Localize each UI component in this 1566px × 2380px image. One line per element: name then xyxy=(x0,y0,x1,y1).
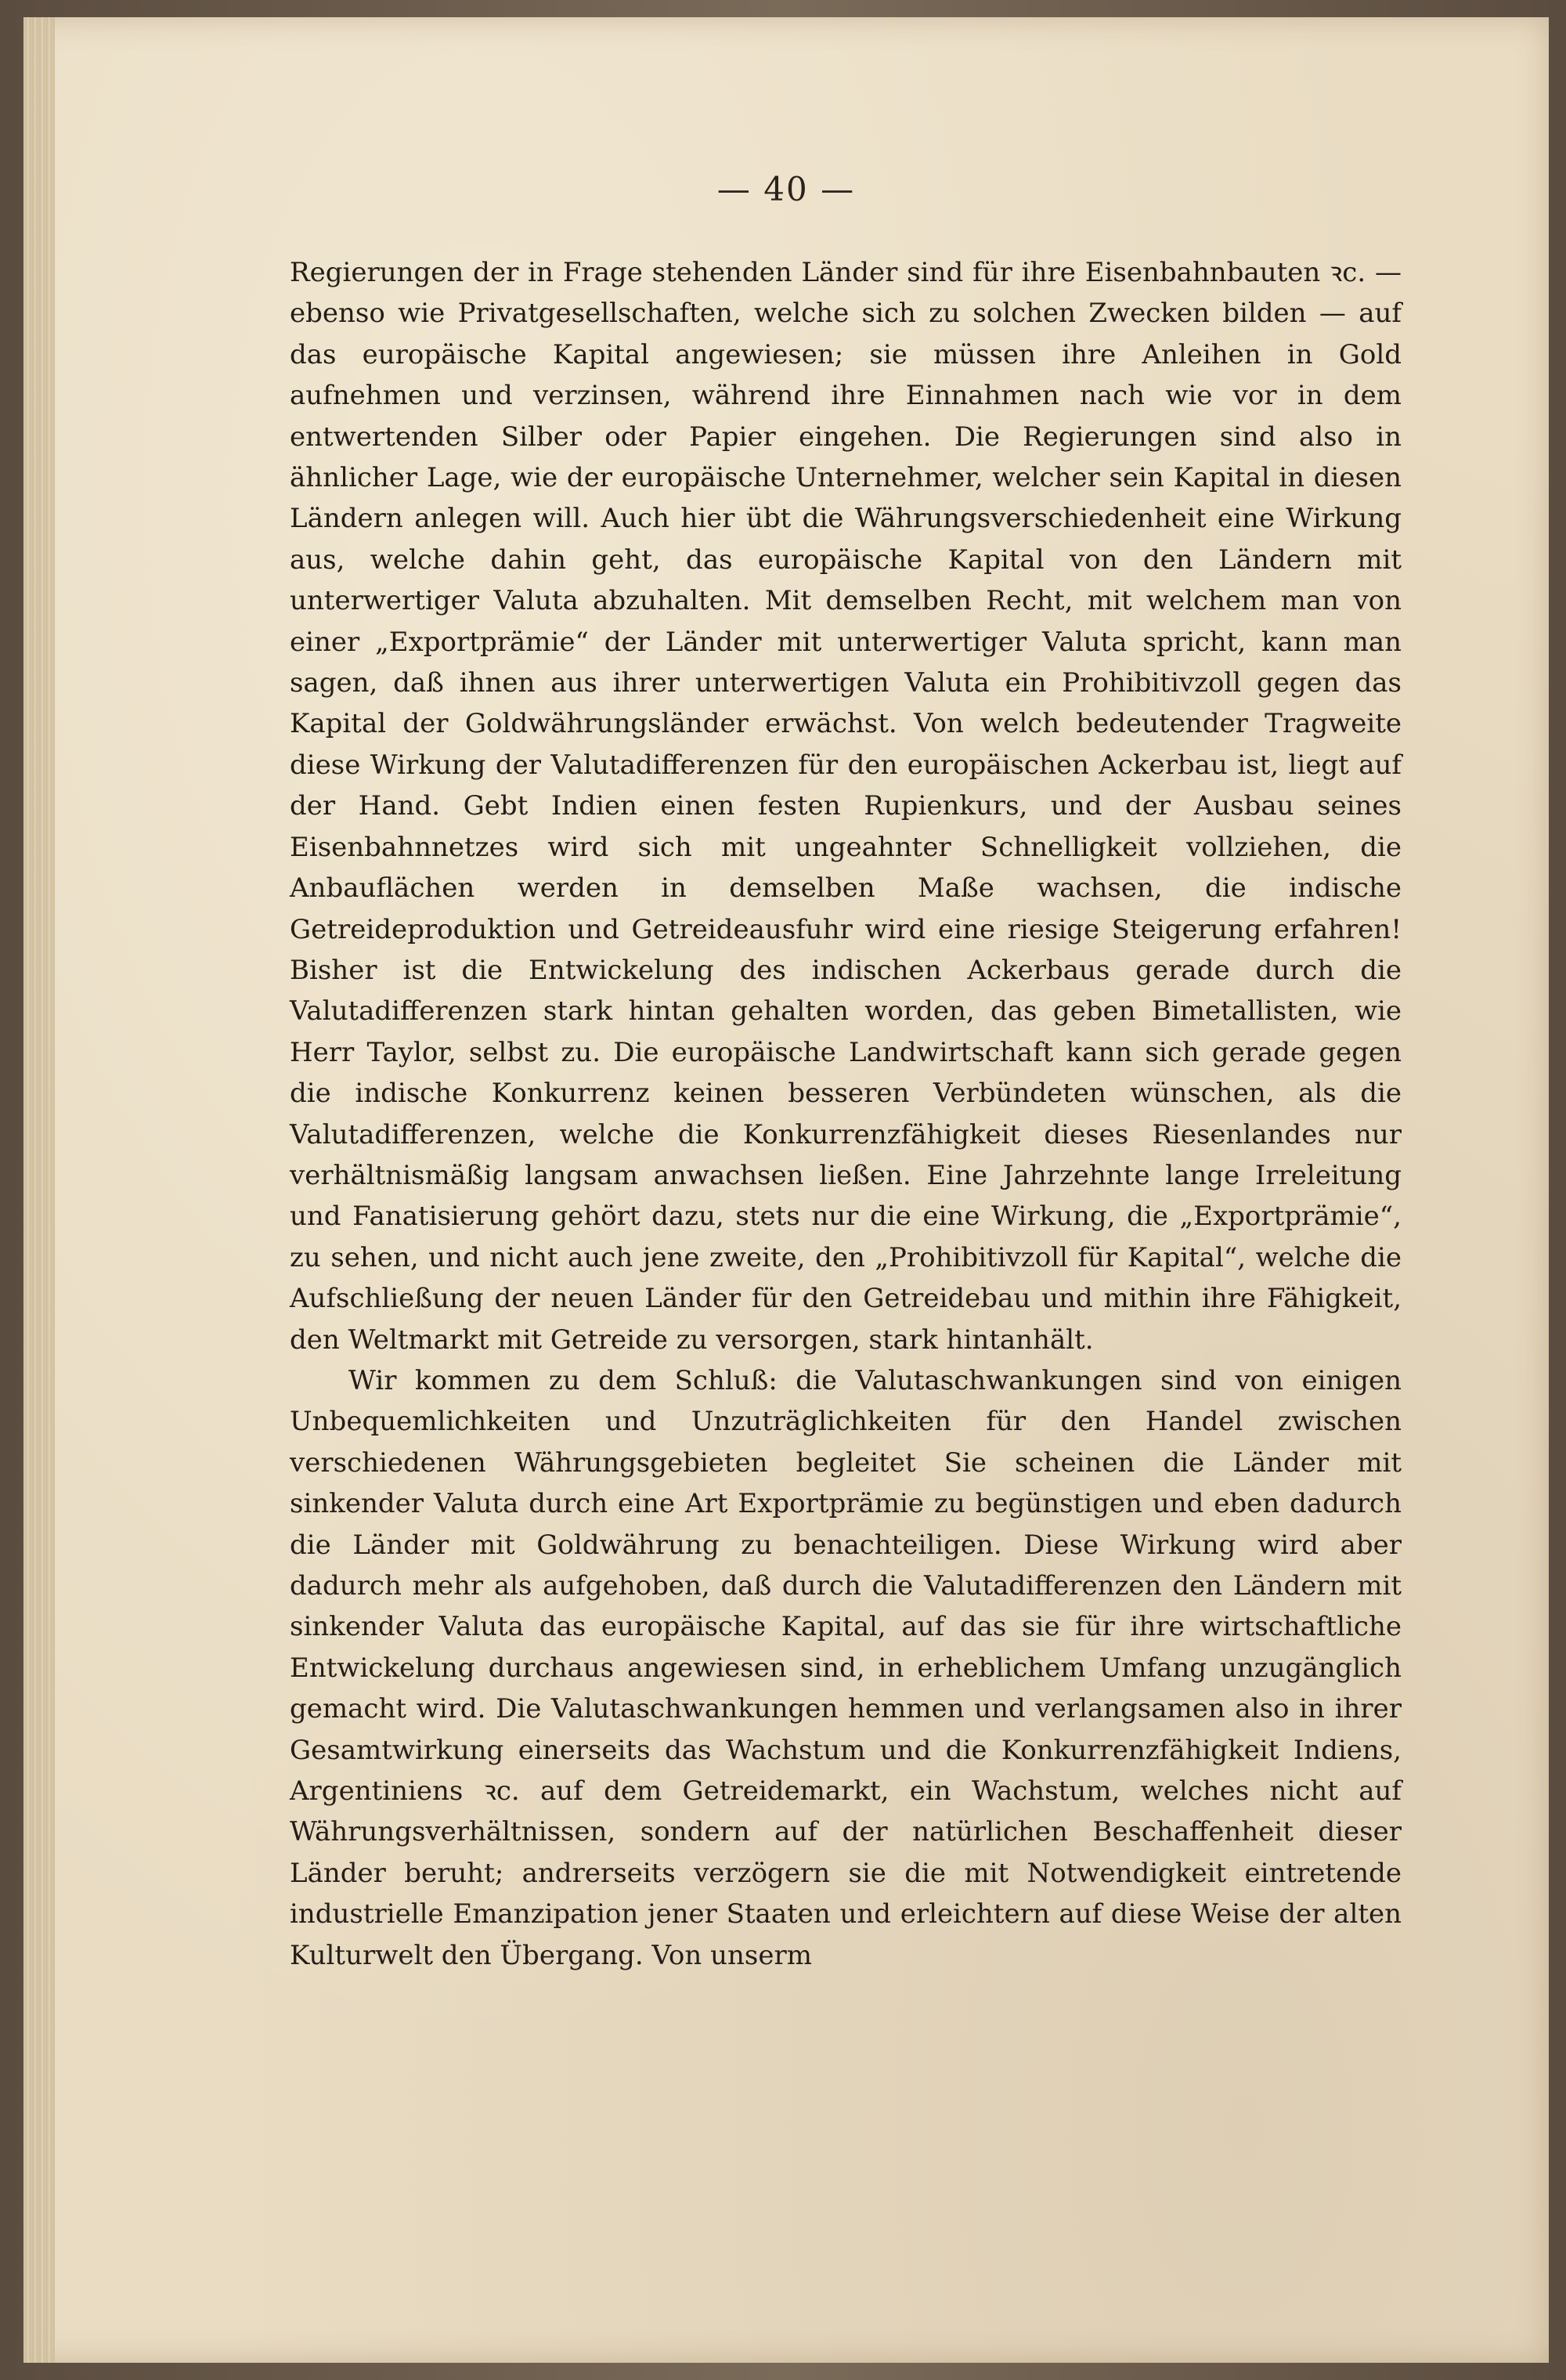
page-number: — 40 — xyxy=(716,170,856,208)
page-binding-edge xyxy=(23,17,55,2363)
body-text xyxy=(290,252,1402,1976)
book-page xyxy=(23,17,1549,2363)
paragraph-1: Regierungen der in Frage stehenden Länder sind für ihre Eisenbahnbauten ꝛc. — ebenso wie Privatgesellschaften, welche sich zu solchen Zwecken bilden — auf das europäische Kapital angewiesen; sie müssen ihre Anleihen in Gold aufnehmen und verzinsen, während ihre Einnahmen nach wie vor in dem entwertenden Silber oder Papier eingehen. Die Regierungen sind also in ähnlicher Lage, wie der europäische Unternehmer, welcher sein Kapital in diesen Ländern anlegen will. Auch hier übt die Währungsverschiedenheit eine Wirkung aus, welche dahin geht, das europäische Kapital von den Ländern mit unterwertiger Valuta abzuhalten. Mit demselben Recht, mit welchem man von einer „Exportprämie“ der Länder mit unterwertiger Valuta spricht, kann man sagen, daß ihnen aus ihrer unterwertigen Valuta ein Prohibitivzoll gegen das Kapital der Goldwährungsländer erwächst. Von welch bedeutender Tragweite diese Wirkung der Valutadifferenzen für den europäischen Ackerbau ist, liegt auf der Hand. Gebt Indien einen festen Rupienkurs, und der Ausbau seines Eisenbahnnetzes wird sich mit ungeahnter Schnelligkeit vollziehen, die Anbauflächen werden in demselben Maße wachsen, die indische Getreideproduktion und Getreideausfuhr wird eine riesige Steigerung erfahren! Bisher ist die Entwickelung des indischen Ackerbaus gerade durch die Valutadifferenzen stark hintan gehalten worden, das geben Bimetallisten, wie Herr Taylor, selbst zu. Die europäische Landwirtschaft kann sich gerade gegen die indische Konkurrenz keinen besseren Verbündeten wünschen, als die Valutadifferenzen, welche die Konkurrenzfähigkeit dieses Riesenlandes nur verhältnismäßig langsam anwachsen ließen. Eine Jahrzehnte lange Irreleitung und Fanatisierung gehört dazu, stets nur die eine Wirkung, die „Exportprämie“, zu sehen, und nicht auch jene zweite, den „Prohibitivzoll für Kapital“, welche die Aufschließung der neuen Länder für den Getreidebau und mithin ihre Fähigkeit, den Weltmarkt mit Getreide zu versorgen, stark hintanhält. xyxy=(290,257,1402,1356)
paragraph-2: Wir kommen zu dem Schluß: die Valutaschwankungen sind von einigen Unbequemlichkeiten und Unzuträglichkeiten für den Handel zwischen verschiedenen Währungsgebieten begleitet Sie scheinen die Länder mit sinkender Valuta durch eine Art Exportprämie zu begünstigen und eben dadurch die Länder mit Goldwährung zu benachteiligen. Diese Wirkung wird aber dadurch mehr als aufgehoben, daß durch die Valutadifferenzen den Ländern mit sinkender Valuta das europäische Kapital, auf das sie für ihre wirtschaftliche Entwickelung durchaus angewiesen sind, in erheblichem Umfang unzugänglich gemacht wird. Die Valutaschwankungen hemmen und verlangsamen also in ihrer Gesamtwirkung einerseits das Wachstum und die Konkurrenzfähigkeit Indiens, Argentiniens ꝛc. auf dem Getreidemarkt, ein Wachstum, welches nicht auf Währungsverhältnissen, sondern auf der natürlichen Beschaffenheit dieser Länder beruht; andrerseits verzögern sie die mit Notwendigkeit eintretende industrielle Emanzipation jener Staaten und erleichtern auf diese Weise der alten Kulturwelt den Übergang. Von unserm xyxy=(290,1364,1402,1971)
